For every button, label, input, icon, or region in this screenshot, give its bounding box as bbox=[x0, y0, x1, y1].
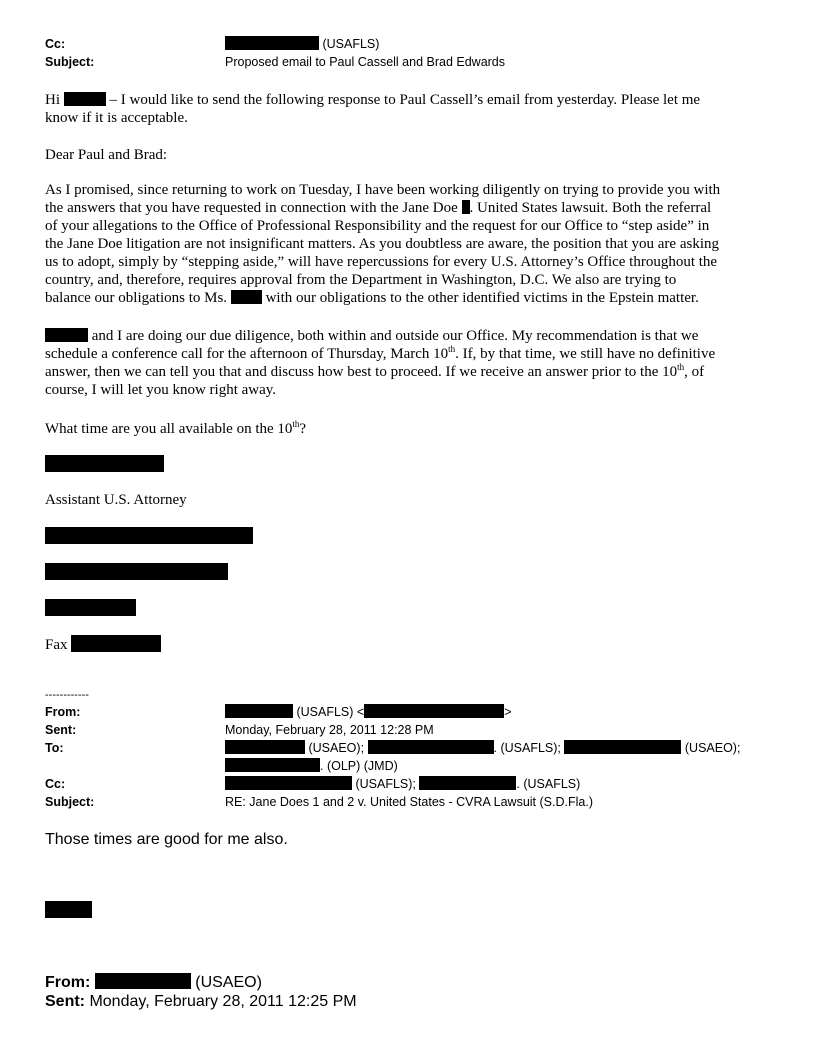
p3-line-4: course, I will let you know right away. bbox=[45, 382, 277, 398]
to-value: (USAEO); bbox=[308, 741, 365, 755]
fax-row bbox=[45, 635, 773, 654]
paragraph-1 bbox=[45, 91, 773, 127]
redaction bbox=[368, 740, 494, 754]
email1-cc-row bbox=[45, 35, 379, 53]
p3-line-2b: . If, by that time, we still have no definitive bbox=[455, 346, 716, 362]
redaction-reply-signature bbox=[45, 901, 92, 918]
redaction-signature-line bbox=[45, 527, 253, 544]
sent-label: Sent: bbox=[45, 723, 77, 737]
p1-line-1: – I would like to send the following response to Paul Cassell’s email from yesterday. Please let me bbox=[109, 92, 701, 108]
redaction bbox=[95, 973, 191, 989]
email3-sent-row bbox=[45, 992, 357, 1011]
separator: ------------ bbox=[45, 689, 89, 701]
greeting: Dear Paul and Brad: bbox=[45, 147, 168, 163]
redaction bbox=[64, 92, 106, 106]
redaction bbox=[225, 36, 319, 50]
p2-line-2b: . United States lawsuit. Both the referral bbox=[469, 200, 712, 216]
cc-value: (USAFLS) bbox=[322, 37, 380, 51]
to-value: (USAEO); bbox=[684, 741, 741, 755]
from-value-end: > bbox=[504, 705, 512, 719]
redaction bbox=[225, 758, 320, 772]
to-value: . (USAFLS); bbox=[493, 741, 561, 755]
superscript: th bbox=[448, 344, 456, 354]
sent-value: Monday, February 28, 2011 12:28 PM bbox=[225, 723, 434, 737]
cc-value: (USAFLS); bbox=[355, 777, 416, 791]
to-value: . (OLP) (JMD) bbox=[320, 759, 398, 773]
question-mark: ? bbox=[299, 421, 307, 437]
from-value: (USAEO) bbox=[195, 974, 262, 991]
redaction bbox=[225, 704, 293, 718]
p2-line-4: the Jane Doe litigation are not insignificant matters. As you doubtless are aware, the position that you are asking bbox=[45, 236, 719, 252]
p2-line-5: us to adopt, simply by “stepping aside,” will have repercussions for every U.S. Attorney’s Office throughout the bbox=[45, 254, 718, 270]
question bbox=[45, 420, 773, 438]
from-value: (USAFLS) < bbox=[296, 705, 365, 719]
email2-from-row bbox=[45, 703, 512, 721]
reply-text: Those times are good for me also. bbox=[45, 831, 288, 848]
p2-line-3: of your allegations to the Office of Professional Responsibility and the request for our Office to “step aside” in bbox=[45, 218, 710, 234]
email2-subject-row bbox=[45, 793, 593, 811]
p3-line-3a: answer, then we can tell you that and discuss how best to proceed. If we receive an answer prior to the 10 bbox=[45, 364, 678, 380]
p2-line-7a: balance our obligations to Ms. bbox=[45, 290, 228, 306]
subject-label: Subject: bbox=[45, 795, 95, 809]
p2-line-2a: the answers that you have requested in connection with the Jane Doe bbox=[45, 200, 458, 216]
subject-value: Proposed email to Paul Cassell and Brad Edwards bbox=[225, 55, 506, 69]
p2-line-6: country, and, therefore, requires approval from the Department in Washington, D.C. We also are trying to bbox=[45, 272, 677, 288]
subject-label: Subject: bbox=[45, 55, 95, 69]
fax-label: Fax bbox=[45, 637, 68, 653]
from-label: From: bbox=[45, 974, 91, 991]
cc-label: Cc: bbox=[45, 777, 66, 791]
redaction bbox=[225, 740, 305, 754]
question-text: What time are you all available on the 10 bbox=[45, 421, 293, 437]
p3-line-3b: , of bbox=[684, 364, 705, 380]
p3-line-1: and I are doing our due diligence, both within and outside our Office. My recommendation is that we bbox=[91, 328, 699, 344]
redaction bbox=[462, 200, 470, 214]
redaction bbox=[225, 776, 352, 790]
redaction-signature-name bbox=[45, 455, 164, 472]
paragraph-2 bbox=[45, 181, 773, 307]
p1-line-2: know if it is acceptable. bbox=[45, 110, 188, 126]
email2-to-row bbox=[45, 739, 740, 757]
p2-line-7b: with our obligations to the other identified victims in the Epstein matter. bbox=[265, 290, 699, 306]
hi-text: Hi bbox=[45, 92, 60, 108]
email2-sent-row bbox=[45, 721, 434, 739]
p2-line-1: As I promised, since returning to work on Tuesday, I have been working diligently on trying to provide you with bbox=[45, 182, 721, 198]
signature-title: Assistant U.S. Attorney bbox=[45, 492, 187, 508]
subject-value: RE: Jane Does 1 and 2 v. United States - CVRA Lawsuit (S.D.Fla.) bbox=[225, 795, 593, 809]
email3-from-row bbox=[45, 973, 262, 992]
email1-subject-row bbox=[45, 53, 505, 71]
redaction bbox=[45, 328, 88, 342]
redaction bbox=[419, 776, 516, 790]
redaction bbox=[364, 704, 504, 718]
redaction bbox=[71, 635, 161, 652]
paragraph-3 bbox=[45, 327, 773, 399]
email2-cc-row bbox=[45, 775, 580, 793]
superscript: th bbox=[292, 419, 300, 429]
redaction-signature-line bbox=[45, 599, 136, 616]
redaction bbox=[231, 290, 262, 304]
cc-value: . (USAFLS) bbox=[516, 777, 581, 791]
email2-to-row-continued bbox=[45, 757, 398, 775]
sent-label: Sent: bbox=[45, 993, 85, 1010]
p3-line-2a: schedule a conference call for the afternoon of Thursday, March 10 bbox=[45, 346, 449, 362]
redaction-signature-line bbox=[45, 563, 228, 580]
cc-label: Cc: bbox=[45, 37, 66, 51]
sent-value: Monday, February 28, 2011 12:25 PM bbox=[89, 993, 357, 1010]
superscript: th bbox=[677, 362, 685, 372]
from-label: From: bbox=[45, 705, 81, 719]
to-label: To: bbox=[45, 741, 64, 755]
redaction bbox=[564, 740, 681, 754]
